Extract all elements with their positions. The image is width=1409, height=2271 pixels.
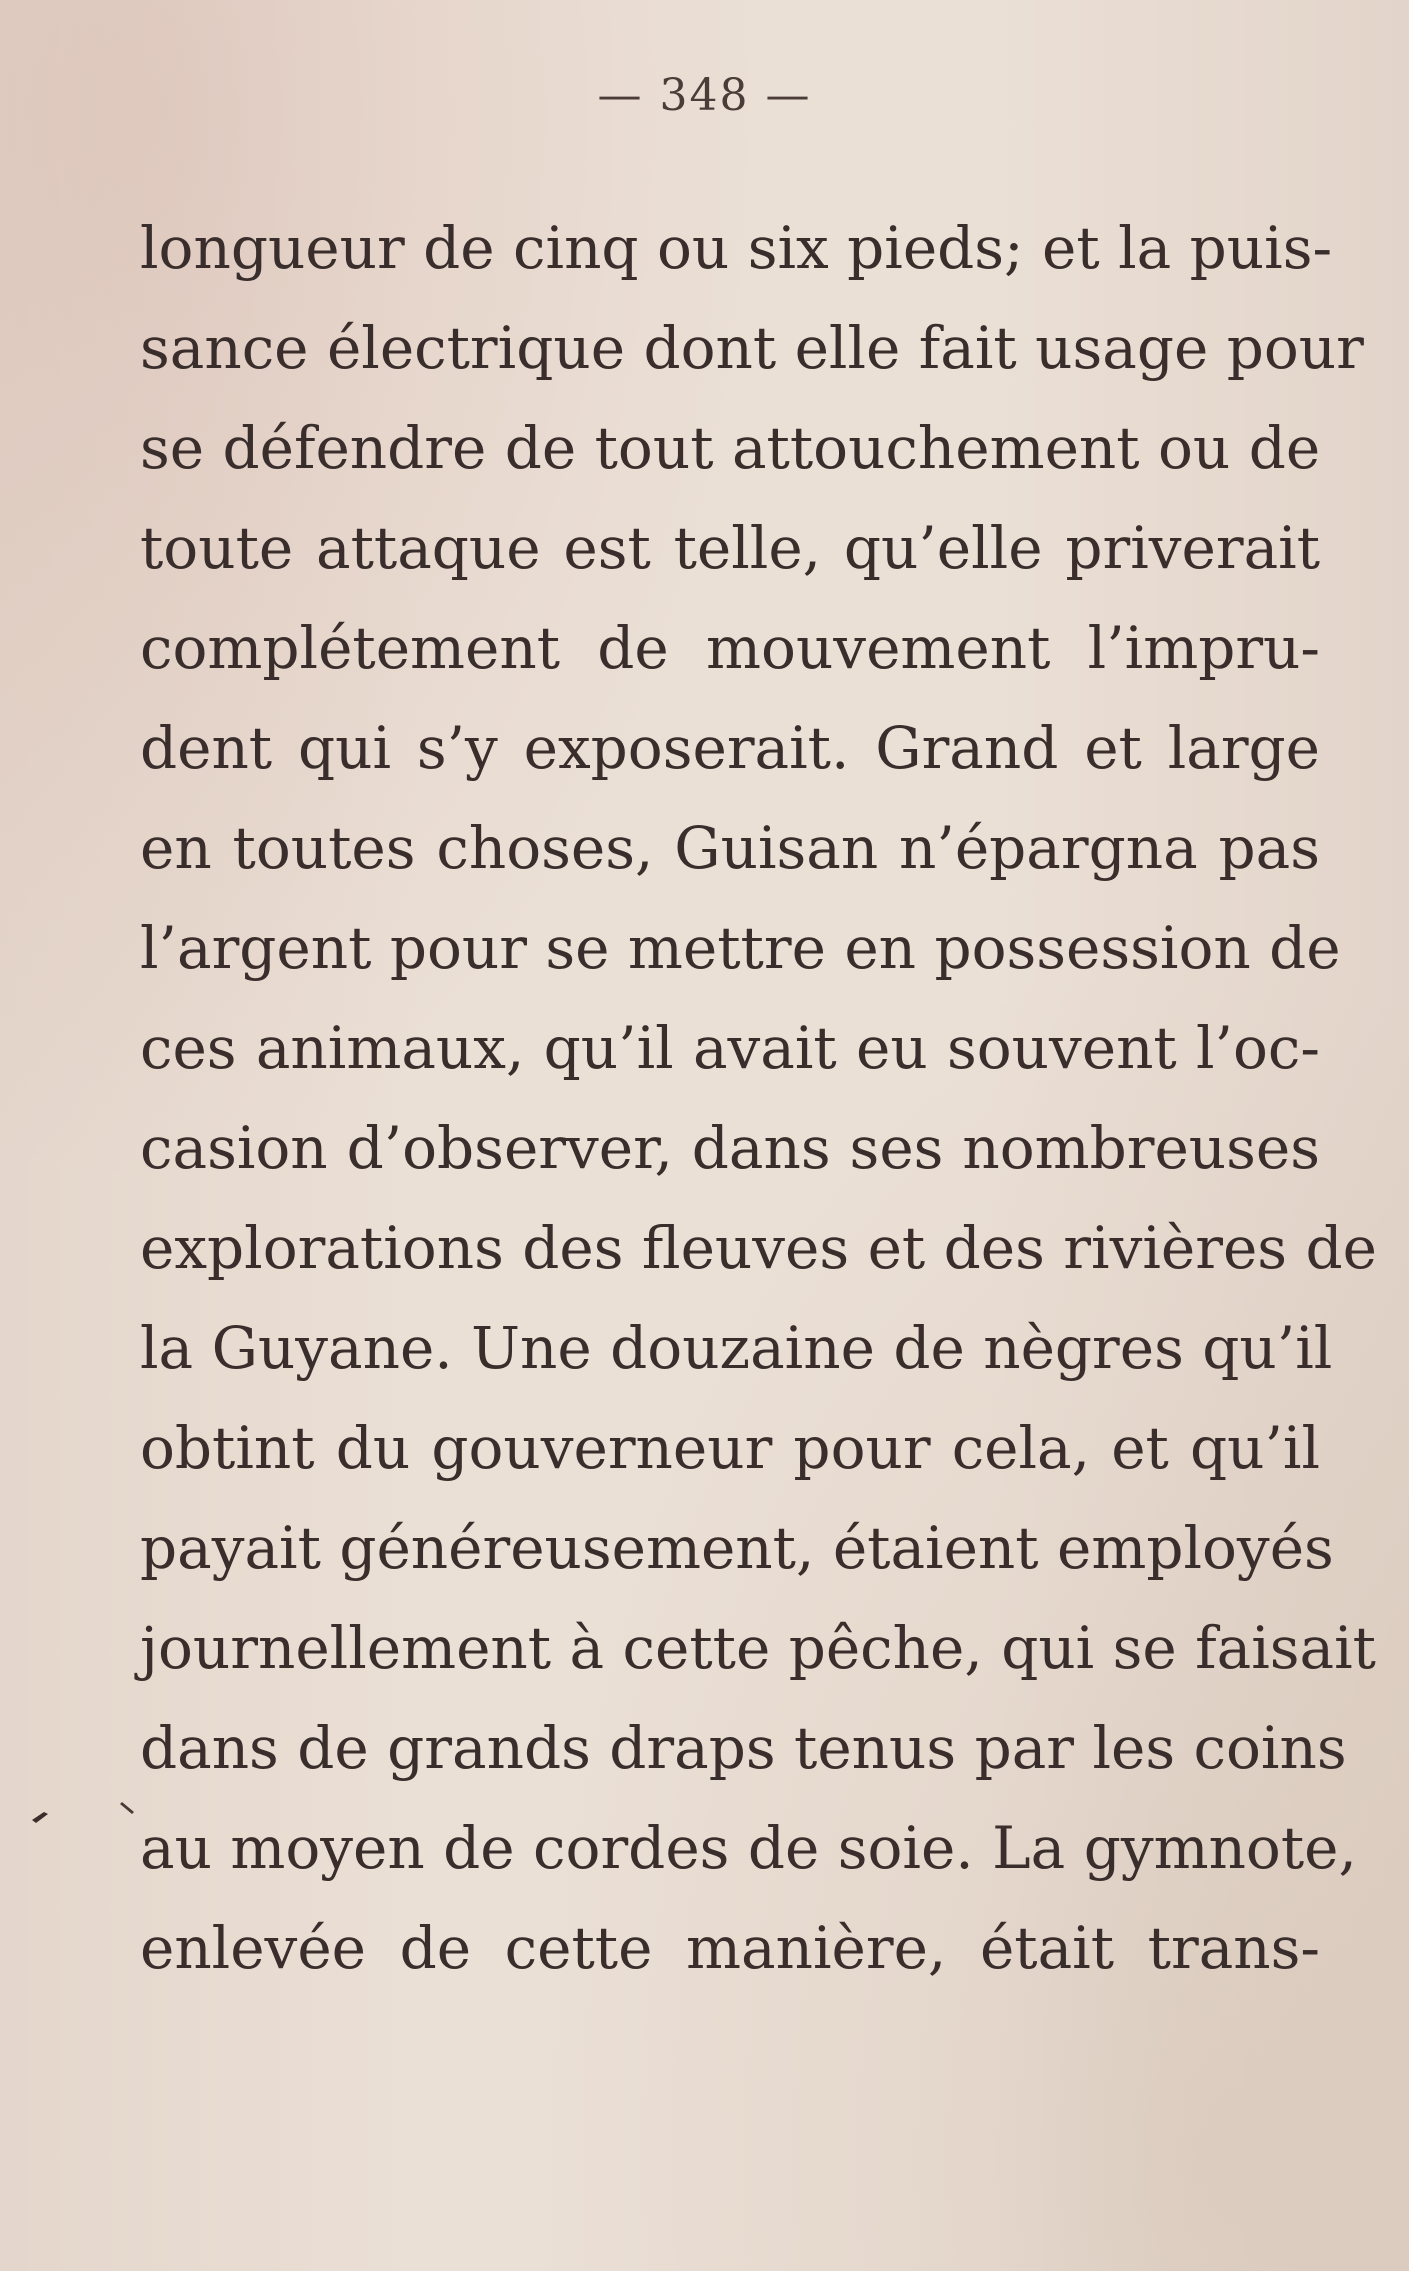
text-line: casion d’observer, dans ses nombreuses: [140, 1114, 1320, 1182]
text-line: explorations des fleuves et des rivières de: [140, 1214, 1377, 1282]
text-line: dent qui s’y exposerait. Grand et large: [140, 714, 1320, 782]
text-line: enlevée de cette manière, était trans-: [140, 1914, 1320, 1982]
text-line: longueur de cinq ou six pieds; et la puis-: [140, 214, 1333, 282]
text-line: journellement à cette pêche, qui se faisait: [140, 1614, 1376, 1682]
text-line: dans de grands draps tenus par les coins: [140, 1714, 1347, 1782]
text-line: se défendre de tout attouchement ou de: [140, 414, 1321, 482]
text-line: sance électrique dont elle fait usage pour: [140, 314, 1364, 382]
text-line: obtint du gouverneur pour cela, et qu’il: [140, 1414, 1320, 1482]
body-text: [140, 198, 1377, 1998]
text-line: la Guyane. Une douzaine de nègres qu’il: [140, 1314, 1333, 1382]
text-line: ces animaux, qu’il avait eu souvent l’oc-: [140, 1014, 1320, 1082]
text-line: payait généreusement, étaient employés: [140, 1514, 1334, 1582]
text-line: au moyen de cordes de soie. La gymnote,: [140, 1814, 1357, 1882]
text-line: l’argent pour se mettre en possession de: [140, 914, 1341, 982]
text-line: toute attaque est telle, qu’elle priverait: [140, 514, 1320, 582]
ink-specks: [22, 1790, 162, 1830]
text-line: complétement de mouvement l’impru-: [140, 614, 1320, 682]
text-line: en toutes choses, Guisan n’épargna pas: [140, 814, 1320, 882]
page-number-header: — 348 —: [597, 70, 812, 121]
